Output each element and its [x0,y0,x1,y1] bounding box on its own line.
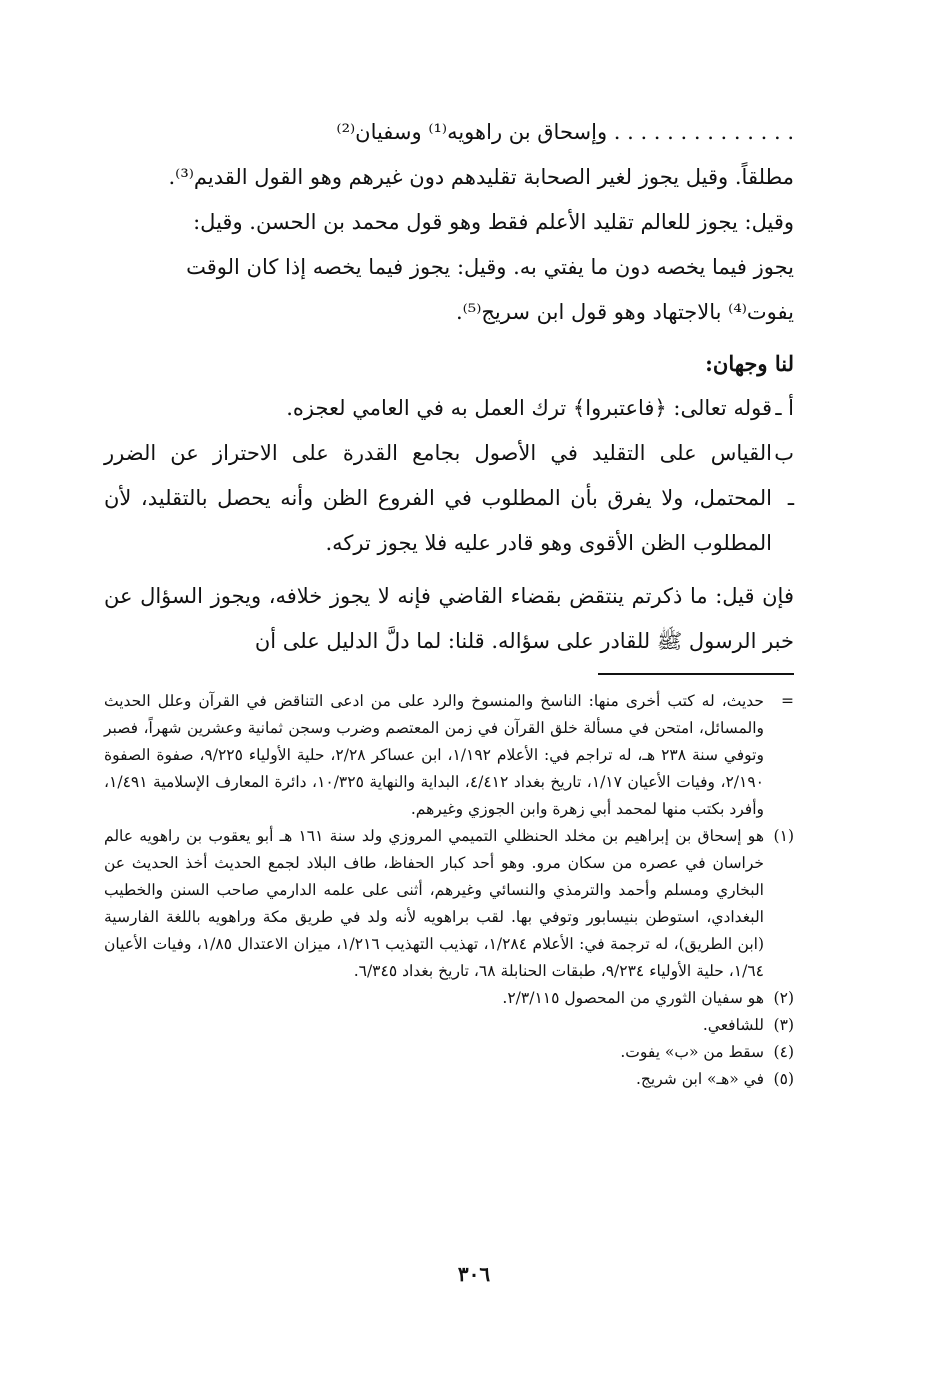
footnote-number: (٥) [773,1070,794,1088]
text-line-5: يفوت⁽⁴⁾ بالاجتهاد وهو قول ابن سريج⁽⁵⁾. [455,300,794,324]
footnote-text: للشافعي. [702,1016,764,1034]
footnote-number: (٣) [773,1016,794,1034]
footnote-number: (١) [773,827,794,845]
section-heading: لنا وجهان: [705,351,794,376]
footnote-2 [104,985,794,1012]
footnote-text: حديث، له كتب أخرى منها: الناسخ والمنسوخ والرد على من ادعى التناقض في القرآن وعلل الحديث والمسائل، امتحن في مسألة خلق القرآن في زمن المعتصم وضرب وسجن ثمانية وعشرين شهراً، فصبر وتوفي سنة ٢٣٨ هـ، له تراجم في: الأعلام ١/١٩٢، ابن عساكر ٢/٢٨، حلية الأولياء ٩/٢٢٥، صفوة الصفوة ٢/١٩٠، وفيات الأعيان ١/١٧، تاريخ بغداد ٤/٤١٢، البداية والنهاية ١٠/٣٢٥، دائرة المعارف الإسلامية ١/٤٩١، وأفرد بكتب منها لمحمد أبي زهرة وابن الجوزي وغيرهم. [104,692,764,818]
footnote-1 [104,823,794,985]
text-line-4: يجوز فيما يخصه دون ما يفتي به. وقيل: يجوز فيما يخصه إذا كان الوقت [186,255,794,279]
list-marker: ب ـ [774,441,794,510]
text-line-1: . . . . . . . . . . . . . . وإسحاق بن راهويه⁽¹⁾ وسفيان⁽²⁾ [336,120,794,144]
footnote-text: هو إسحاق بن إبراهيم بن مخلد الحنظلي التميمي المروزي ولد سنة ١٦١ هـ أبو يعقوب بن راهويه عالم خراسان في عصره من سكان مرو. وهو أحد كبار الحفاظ، طاف البلاد لجمع الحديث أخذ الحديث عن البخاري ومسلم وأحمد والترمذي والنسائي وغيرهم، أثنى على علمه الدارمي صاحب السنن والخطيب البغدادي، استوطن بنيسابور وتوفي بها. لقب براهويه لأنه ولد في طريق مكة وراهويه باللغة الفارسية (ابن الطريق)، له ترجمة في: الأعلام ١/٢٨٤، تهذيب التهذيب ١/٢١٦، ميزان الاعتدال ١/٨٥، وفيات الأعيان ١/٦٤، حلية الأولياء ٩/٢٣٤، طبقات الحنابلة ٦٨، تاريخ بغداد ٦/٣٤٥. [104,827,765,980]
footnote-text: سقط من «ب» يفوت. [620,1043,764,1061]
footnote-continuation [104,688,794,823]
footnote-5 [104,1066,794,1093]
footnote-3 [104,1012,794,1039]
text-line-2: مطلقاً. وقيل يجوز لغير الصحابة تقليدهم دون غيرهم وهو القول القديم⁽³⁾. [168,165,794,189]
list-item-text: قوله تعالى: ﴿فاعتبروا﴾ ترك العمل به في العامي لعجزه. [286,396,772,420]
footnotes [104,688,794,1093]
text-line-3: وقيل: يجوز للعالم تقليد الأعلم فقط وهو قول محمد بن الحسن. وقيل: [193,210,794,234]
list-item-alif [104,386,794,431]
footnote-text: في «هـ» ابن شريج. [636,1070,764,1088]
main-text [104,110,794,664]
list-item-ba [104,431,794,566]
footnote-number: (٢) [773,989,794,1007]
list-item-text: القياس على التقليد في الأصول بجامع القدرة على الاحتراز عن الضرر المحتمل، ولا يفرق بأن المطلوب في الفروع الظن وأنه يحصل بالتقليد، لأن المطلوب الظن الأقوى وهو قادر عليه فلا يجوز تركه. [104,441,772,555]
footnote-number: = [781,692,794,710]
page-number: ٣٠٦ [457,1262,491,1286]
footnote-divider [598,673,794,675]
final-paragraph: فإن قيل: ما ذكرتم ينتقض بقضاء القاضي فإنه لا يجوز خلافه، ويجوز السؤال عن خبر الرسول ﷺ للقادر على سؤاله. قلنا: لما دلَّ الدليل على أن [104,584,794,653]
footnote-4 [104,1039,794,1066]
footnote-number: (٤) [773,1043,794,1061]
footnote-text: هو سفيان الثوري من المحصول ٢/٣/١١٥. [502,989,764,1007]
list-marker: أ ـ [775,396,794,420]
